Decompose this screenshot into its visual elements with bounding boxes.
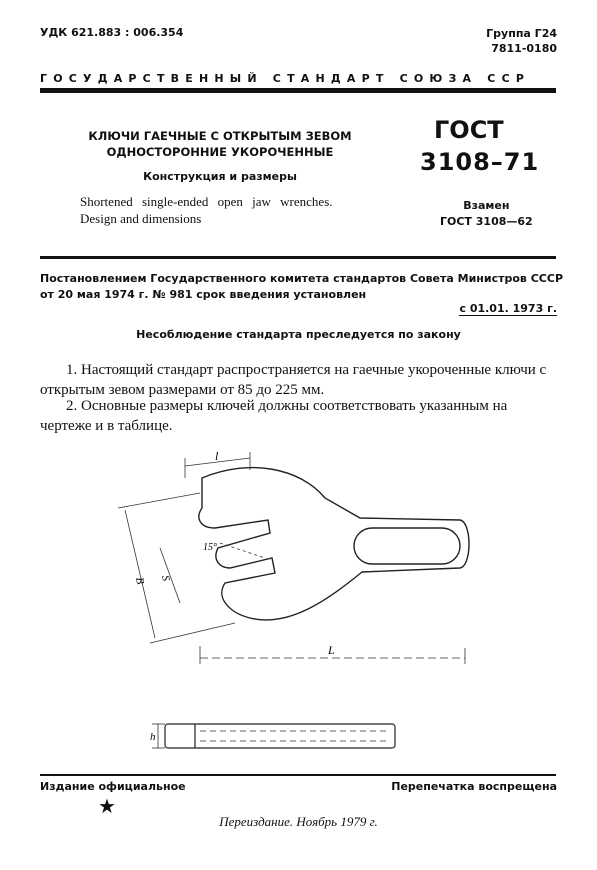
title-line-1: КЛЮЧИ ГАЕЧНЫЕ С ОТКРЫТЫМ ЗЕВОМ (88, 129, 352, 143)
classification-code: 7811-0180 (491, 42, 557, 55)
paragraph-1-text: 1. Настоящий стандарт распространяется на гаечные укороченные ключи с открытым зевом размерами от 85 до 225 мм. (40, 362, 547, 398)
reissue-note: Переиздание. Ноябрь 1979 г. (219, 814, 378, 829)
paragraph-1 (40, 360, 556, 400)
wrench-side-view (150, 716, 400, 756)
dim-label-L: L (328, 643, 335, 657)
dim-label-h: h (150, 731, 156, 743)
paragraph-2 (40, 396, 556, 436)
english-title-line-1: Shortened single-ended open jaw wrenches. (80, 194, 333, 209)
extension-line (150, 623, 235, 643)
decree-line-1: Постановлением Государственного комитета стандартов Совета Министров СССР (40, 272, 563, 285)
replaces-block (440, 198, 533, 230)
udk-code: УДК 621.883 : 006.354 (40, 26, 184, 39)
gost-label: ГОСТ (434, 116, 504, 144)
state-standard-banner: ГОСУДАРСТВЕННЫЙ СТАНДАРТ СОЮЗА ССР (40, 72, 531, 85)
legal-notice: Несоблюдение стандарта преследуется по закону (136, 328, 461, 341)
effective-date: с 01.01. 1973 г. (459, 302, 557, 315)
dim-label-s: S (159, 574, 172, 582)
paragraph-2-text: 2. Основные размеры ключей должны соответствовать указанным на чертеже и в таблице. (40, 398, 508, 434)
dim-label-angle: 15° (203, 542, 217, 553)
title-line-2: ОДНОСТОРОННИЕ УКОРОЧЕННЫЕ (106, 145, 334, 159)
reprint-prohibited: Перепечатка воспрещена (391, 780, 557, 793)
subtitle: Конструкция и размеры (143, 170, 297, 183)
gost-number: 3108–71 (420, 148, 540, 176)
header-rule (40, 88, 556, 93)
decree-line-2: от 20 мая 1974 г. № 981 срок введения установлен (40, 288, 367, 301)
angle-line (220, 543, 265, 558)
official-edition: Издание официальное (40, 780, 186, 793)
group-block (486, 26, 557, 56)
star-icon: ★ (98, 794, 116, 818)
english-title-line-2: Design and dimensions (80, 211, 202, 226)
replaced-standard: ГОСТ 3108—62 (440, 215, 533, 228)
footer-rule (40, 774, 556, 776)
side-outline (165, 724, 395, 748)
title-rule (40, 256, 556, 259)
dim-label-l: l (215, 449, 219, 463)
dim-line-b (125, 510, 155, 638)
handle-slot (354, 528, 460, 564)
group-label: Группа Г24 (486, 27, 557, 40)
wrench-drawing (100, 448, 490, 678)
title-block (40, 128, 400, 227)
dim-label-b: B (133, 576, 147, 586)
replaces-label: Взамен (463, 199, 510, 212)
wrench-outline (199, 468, 469, 620)
extension-line (118, 493, 200, 508)
